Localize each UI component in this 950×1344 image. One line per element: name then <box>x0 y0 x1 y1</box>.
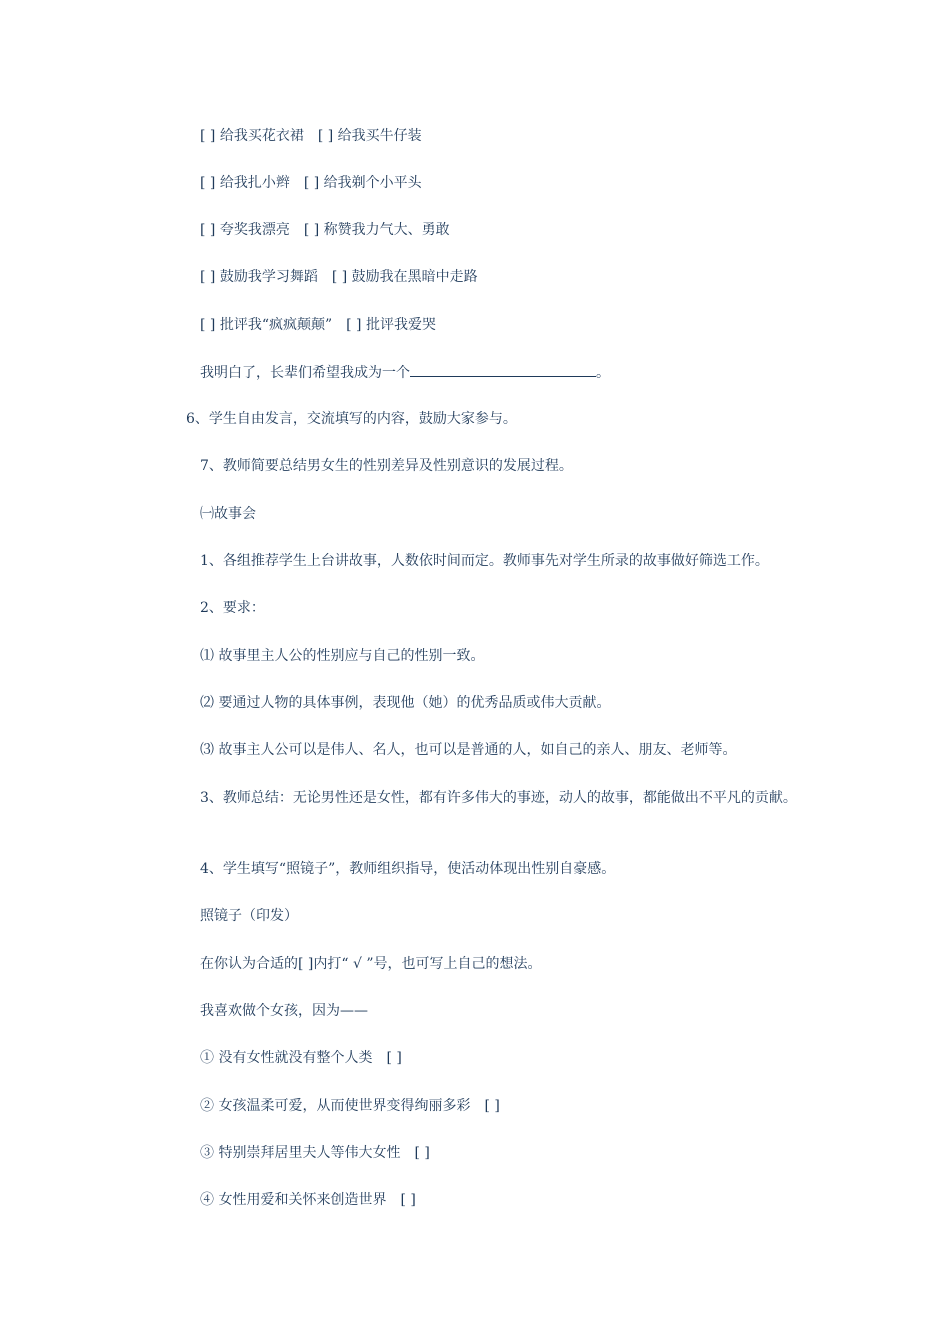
step-6: 6、学生自由发言，交流填写的内容，鼓励大家参与。 <box>186 411 517 427</box>
mirror-heading: 照镜子（印发） <box>200 908 298 924</box>
fill-in-suffix: 。 <box>596 365 610 381</box>
section-heading-story: ㈠故事会 <box>200 506 256 522</box>
mirror-instruction: 在你认为合适的[ ]内打“ √ ”号，也可写上自己的想法。 <box>200 956 542 972</box>
requirement-3: ⑶ 故事主人公可以是伟人、名人，也可以是普通的人，如自己的亲人、朋友、老师等。 <box>200 742 737 758</box>
fill-in-sentence <box>200 362 610 382</box>
option-line-clothes: [ ] 给我买花衣裙 [ ] 给我买牛仔装 <box>200 128 422 144</box>
reason-1: ① 没有女性就没有整个人类 [ ] <box>200 1050 402 1066</box>
requirement-1: ⑴ 故事里主人公的性别应与自己的性别一致。 <box>200 648 485 664</box>
mirror-intro: 我喜欢做个女孩，因为—— <box>200 1003 368 1019</box>
fill-in-prefix: 我明白了，长辈们希望我成为一个 <box>200 365 410 381</box>
option-line-praise: [ ] 夸奖我漂亮 [ ] 称赞我力气大、勇敢 <box>200 222 450 238</box>
option-line-criticize: [ ] 批评我“疯疯颠颠” [ ] 批评我爱哭 <box>200 317 436 333</box>
story-step-3: 3、教师总结：无论男性还是女性，都有许多伟大的事迹，动人的故事，都能做出不平凡的贡献。 <box>200 790 797 806</box>
story-step-4: 4、学生填写“照镜子”，教师组织指导，使活动体现出性别自豪感。 <box>200 861 616 877</box>
option-line-hair: [ ] 给我扎小辫 [ ] 给我剃个小平头 <box>200 175 422 191</box>
requirement-2: ⑵ 要通过人物的具体事例，表现他（她）的优秀品质或伟大贡献。 <box>200 695 611 711</box>
story-step-2: 2、要求： <box>200 600 265 616</box>
step-7: 7、教师简要总结男女生的性别差异及性别意识的发展过程。 <box>200 458 573 474</box>
option-line-encourage: [ ] 鼓励我学习舞蹈 [ ] 鼓励我在黑暗中走路 <box>200 269 478 285</box>
reason-3: ③ 特别崇拜居里夫人等伟大女性 [ ] <box>200 1145 430 1161</box>
fill-in-blank <box>410 362 596 377</box>
story-step-1: 1、各组推荐学生上台讲故事，人数依时间而定。教师事先对学生所录的故事做好筛选工作。 <box>200 553 769 569</box>
reason-2: ② 女孩温柔可爱，从而使世界变得绚丽多彩 [ ] <box>200 1098 500 1114</box>
reason-4: ④ 女性用爱和关怀来创造世界 [ ] <box>200 1192 416 1208</box>
